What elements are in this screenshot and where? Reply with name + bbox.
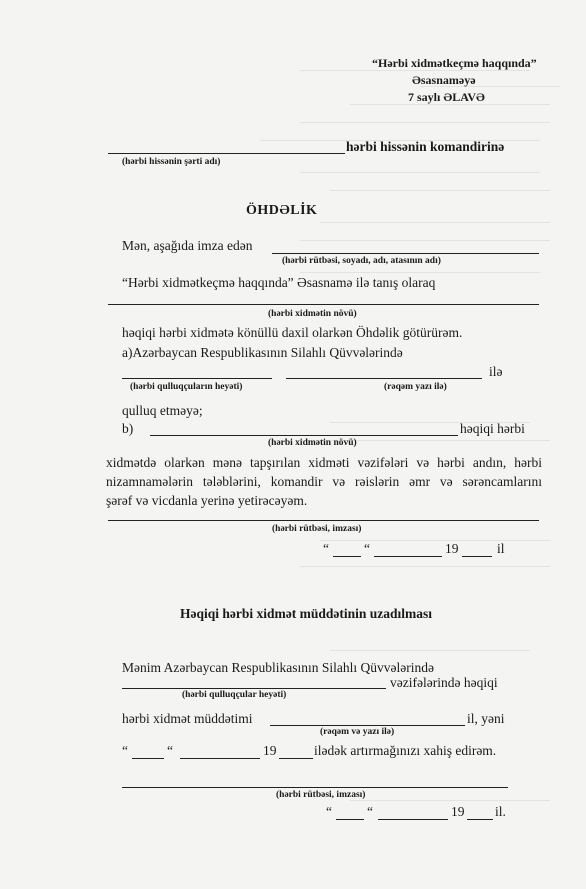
obligation-line-5: qulluq etməyə; bbox=[122, 403, 203, 418]
date-day-line-2 bbox=[336, 819, 364, 820]
extension-year-line bbox=[279, 758, 313, 759]
date-year-prefix-2: 19 bbox=[451, 804, 465, 819]
item-b-label: b) bbox=[122, 421, 134, 436]
extension-term-line bbox=[270, 725, 465, 726]
extension-personnel-line bbox=[122, 688, 386, 689]
personnel-caption: (hərbi qulluqçuların heyəti) bbox=[130, 382, 243, 392]
annex-line-2: Əsasnaməyə bbox=[412, 73, 476, 87]
unit-name-caption: (hərbi hissənin şərti adı) bbox=[122, 157, 221, 167]
date-year-line-1 bbox=[462, 556, 492, 557]
signature-line-1 bbox=[108, 520, 539, 521]
extension-year-prefix: 19 bbox=[263, 743, 277, 758]
date-il-2: il. bbox=[495, 804, 506, 819]
addressee-label: hərbi hissənin komandirinə bbox=[346, 139, 505, 154]
paragraph-line-1: xidmətdə olarkən mənə tapşırılan xidməti vəzifələri və hərbi andın, hərbi bbox=[106, 455, 542, 470]
obligation-line-2: “Hərbi xidmətkeçmə haqqında” Əsasnamə ilə tanış olaraq bbox=[122, 275, 436, 290]
service-type-line-1 bbox=[108, 304, 539, 305]
date-open-quote-1: “ bbox=[323, 541, 329, 556]
date-year-prefix-1: 19 bbox=[445, 541, 459, 556]
obligation-line-1: Mən, aşağıda imza edən bbox=[122, 238, 253, 253]
extension-day-line bbox=[132, 758, 164, 759]
ile-label: ilə bbox=[489, 364, 503, 379]
date-open-quote-2: “ bbox=[326, 804, 332, 819]
extension-term-caption: (rəqəm və yazı ilə) bbox=[320, 727, 395, 737]
document-title: ÖHDƏLİK bbox=[246, 203, 318, 218]
date-close-quote-1: “ bbox=[364, 541, 370, 556]
signature-caption-1: (hərbi rütbəsi, imzası) bbox=[272, 524, 362, 534]
extension-title: Həqiqi hərbi xidmət müddətinin uzadılması bbox=[180, 606, 433, 621]
extension-duties: vəzifələrində həqiqi bbox=[390, 675, 498, 690]
extension-quote-close: “ bbox=[167, 743, 173, 758]
service-type-caption-1: (hərbi xidmətin növü) bbox=[268, 309, 357, 319]
rank-name-line bbox=[272, 253, 539, 254]
obligation-line-4: a)Azərbaycan Respublikasının Silahlı Qüvvələrində bbox=[122, 345, 403, 360]
item-b-end: həqiqi hərbi bbox=[460, 421, 525, 436]
extension-personnel-caption: (hərbi qulluqçular heyəti) bbox=[182, 690, 287, 700]
number-caption: (rəqəm yazı ilə) bbox=[384, 382, 447, 392]
date-month-line-2 bbox=[378, 819, 448, 820]
date-day-line-1 bbox=[333, 556, 361, 557]
extension-quote-open: “ bbox=[122, 743, 128, 758]
annex-line-1: “Hərbi xidmətkeçmə haqqında” bbox=[372, 56, 537, 70]
extension-line-1: Mənim Azərbaycan Respublikasının Silahlı Qüvvələrində bbox=[122, 660, 434, 675]
date-il-1: il bbox=[497, 541, 505, 556]
date-month-line-1 bbox=[374, 556, 442, 557]
extension-line-3a: hərbi xidmət müddətimi bbox=[122, 711, 253, 726]
unit-name-line bbox=[108, 153, 345, 154]
paragraph-line-3: şərəf və vicdanla yerinə yetirəcəyəm. bbox=[106, 493, 308, 508]
paragraph-line-2: nizamnamələrin tələblərini, komandir və rəislərin əmr və sərəncamlarını bbox=[106, 474, 542, 489]
extension-month-line bbox=[180, 758, 260, 759]
annex-line-3: 7 saylı ƏLAVƏ bbox=[408, 90, 485, 104]
obligation-line-3: həqiqi hərbi xidmətə könüllü daxil olarkən Öhdəlik götürürəm. bbox=[122, 325, 463, 340]
signature-line-2 bbox=[122, 787, 508, 788]
service-type-caption-2: (hərbi xidmətin növü) bbox=[268, 438, 357, 448]
date-close-quote-2: “ bbox=[367, 804, 373, 819]
date-year-line-2 bbox=[467, 819, 493, 820]
personnel-line bbox=[122, 378, 272, 379]
extension-line-4-end: ilədək artırmağınızı xahiş edirəm. bbox=[314, 743, 497, 758]
number-line bbox=[286, 378, 482, 379]
signature-caption-2: (hərbi rütbəsi, imzası) bbox=[276, 790, 366, 800]
rank-name-caption: (hərbi rütbəsi, soyadı, adı, atasının adı) bbox=[282, 256, 441, 266]
extension-line-3b: il, yəni bbox=[467, 711, 505, 726]
service-type-line-2 bbox=[150, 435, 458, 436]
